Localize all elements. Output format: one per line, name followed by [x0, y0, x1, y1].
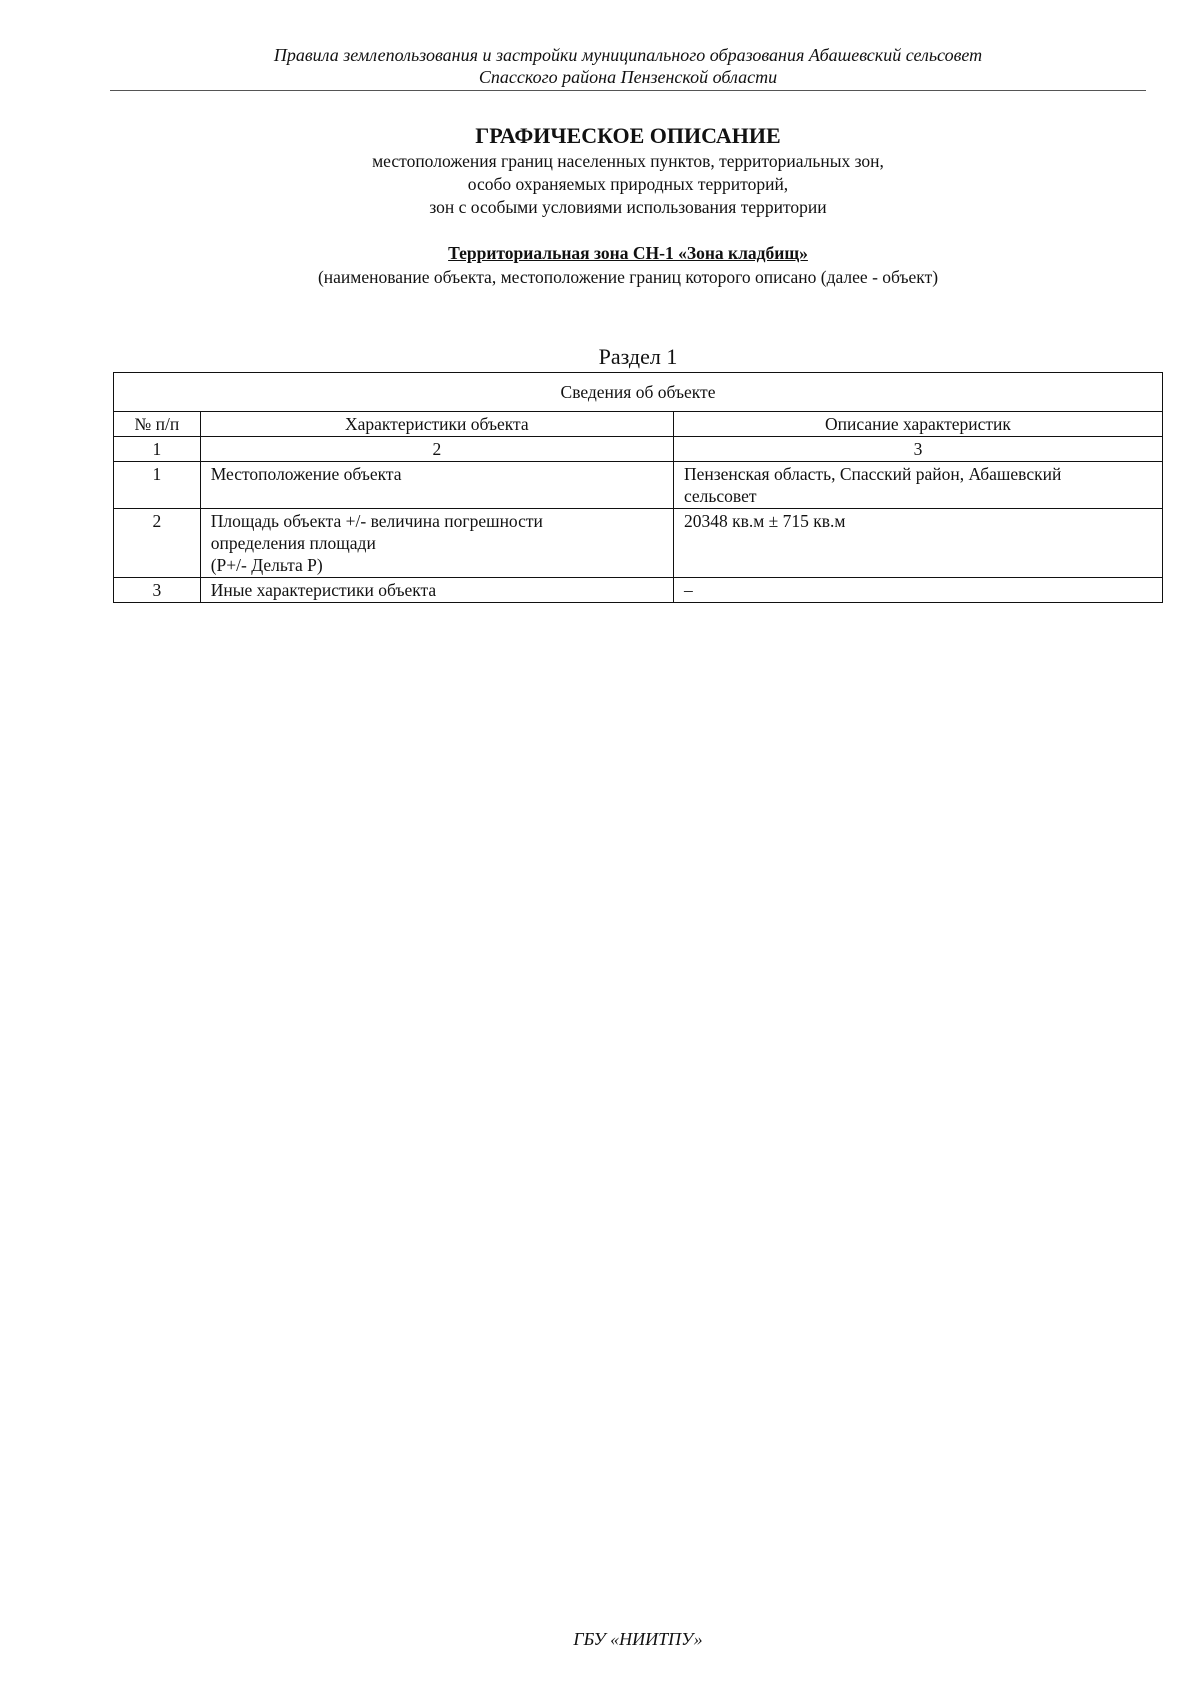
row-characteristic-line: определения площади: [210, 533, 376, 553]
object-note: (наименование объекта, местоположение границ которого описано (далее - объект): [317, 267, 939, 287]
row-characteristic-line: Площадь объекта +/- величина погрешности: [210, 511, 543, 531]
row-characteristic-line: Иные характеристики объекта: [210, 580, 437, 600]
row-description-line: Пензенская область, Спасский район, Абашевский: [683, 464, 1062, 484]
column-header-characteristic: Характеристики объекта: [200, 412, 673, 437]
row-description-line: 20348 кв.м ± 715 кв.м: [683, 511, 846, 531]
table-row: [114, 462, 1163, 509]
document-subtitle-line-3: зон с особыми условиями использования территории: [429, 197, 827, 217]
document-subtitle-line-2: особо охраняемых природных территорий,: [467, 174, 789, 194]
row-description: [673, 462, 1162, 509]
table-caption: Сведения об объекте: [114, 373, 1163, 412]
header-divider: [110, 90, 1146, 91]
row-description-line: сельсовет: [683, 486, 757, 506]
column-header-description: Описание характеристик: [673, 412, 1162, 437]
page-footer: ГБУ «НИИТПУ»: [573, 1629, 703, 1649]
object-info-table: [113, 372, 1163, 603]
column-number-2: 2: [200, 437, 673, 462]
row-description-line: –: [683, 580, 693, 600]
row-number: 2: [114, 509, 201, 578]
row-characteristic: [200, 462, 673, 509]
column-number-1: 1: [114, 437, 201, 462]
object-name: Территориальная зона СН-1 «Зона кладбищ»: [448, 243, 808, 263]
page-header: [110, 44, 1146, 88]
row-description: [673, 578, 1162, 603]
row-number: 1: [114, 462, 201, 509]
table-row: [114, 509, 1163, 578]
column-header-number: № п/п: [114, 412, 201, 437]
header-line-1: Правила землепользования и застройки муниципального образования Абашевский сельсовет: [273, 45, 983, 65]
section-title: Раздел 1: [598, 344, 678, 369]
table-row: [114, 578, 1163, 603]
document-subtitle-line-1: местоположения границ населенных пунктов, территориальных зон,: [372, 151, 884, 171]
document-title: ГРАФИЧЕСКОЕ ОПИСАНИЕ: [475, 123, 781, 148]
column-number-row: [114, 437, 1163, 462]
row-description: [673, 509, 1162, 578]
row-number: 3: [114, 578, 201, 603]
row-characteristic-line: Местоположение объекта: [210, 464, 402, 484]
column-number-3: 3: [673, 437, 1162, 462]
row-characteristic: [200, 509, 673, 578]
table-header-row: [114, 412, 1163, 437]
title-block: [110, 122, 1146, 219]
header-line-2: Спасского района Пензенской области: [478, 67, 778, 87]
row-characteristic: [200, 578, 673, 603]
table-caption-row: [114, 373, 1163, 412]
row-characteristic-line: (P+/- Дельта P): [210, 555, 323, 575]
